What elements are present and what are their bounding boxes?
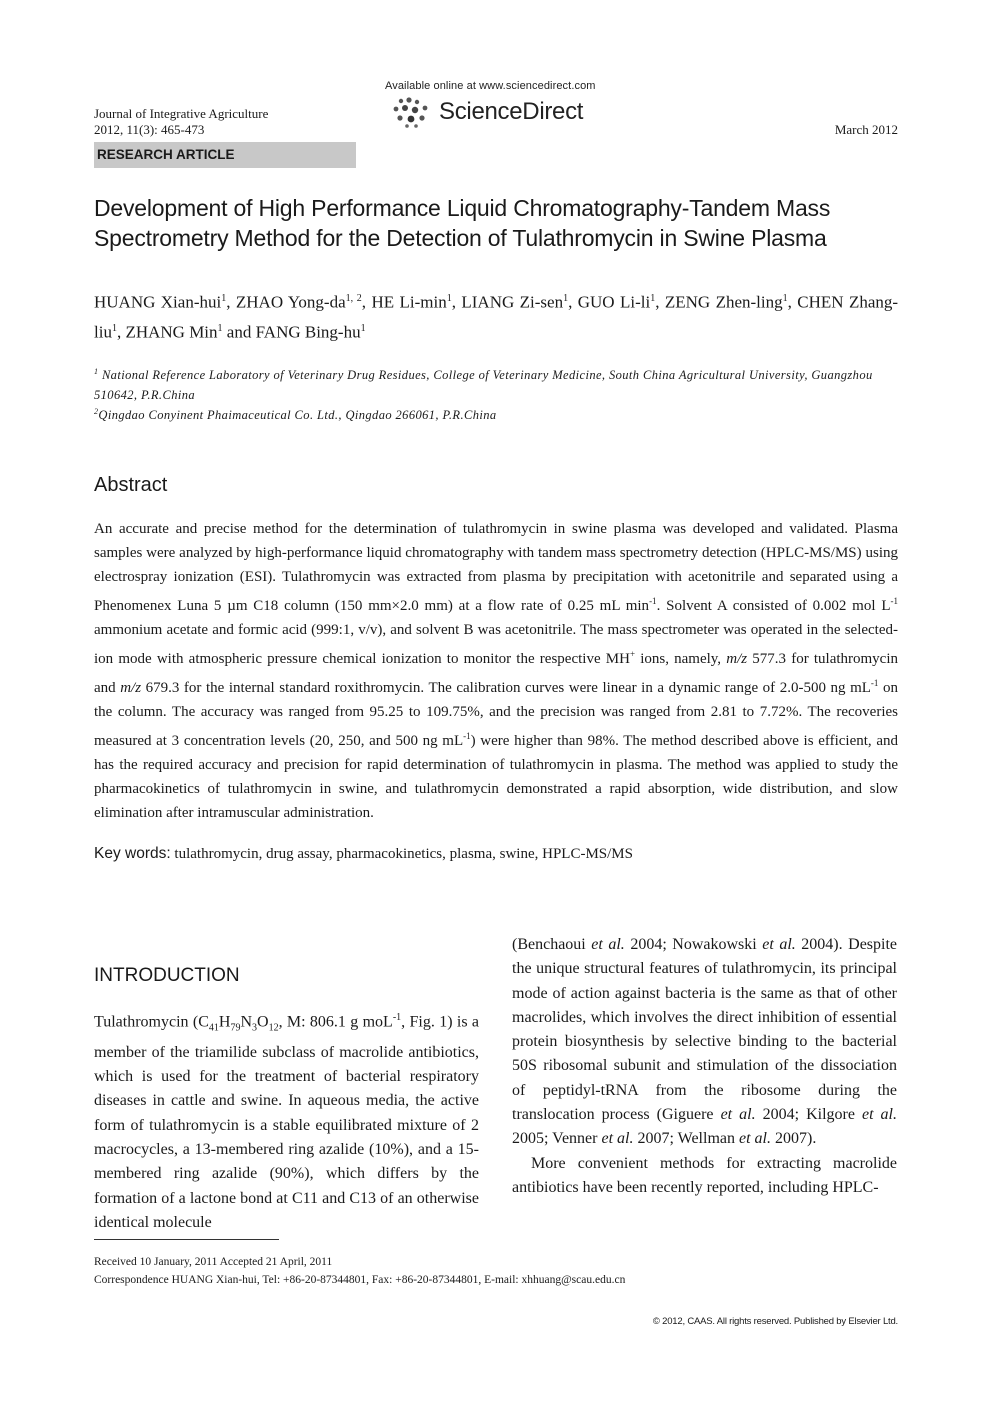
author-affiliation-mark: 1, 2: [345, 293, 362, 304]
abstract-text-segment: 577.3 for tulathromycin and: [94, 651, 899, 696]
author-name: LIANG Zi-sen: [461, 292, 564, 312]
author-list: [94, 286, 898, 345]
abstract-text-segment: 679.3 for the internal standard roxithromycin. The calibration curves were linear in a dynamic range of 2.0-500 ng mL: [141, 680, 871, 696]
author-name: HE Li-min: [371, 292, 447, 312]
issue-date: March 2012: [834, 122, 898, 137]
intro-text-segment: 2007).: [770, 1130, 817, 1148]
author-affiliation-mark: 1: [650, 293, 656, 304]
unit-superscript: -1: [392, 1012, 402, 1023]
formula-subscript: 79: [230, 1022, 241, 1034]
journal-issue: 2012, 11(3): 465-473: [94, 122, 205, 137]
author-affiliation-mark: 1: [446, 293, 452, 304]
abstract-text-segment: on the column. The accuracy was ranged from 95.25 to 109.75%, and the precision was ranged from 2.81 to 7.72%. The recoveries measured at 3 concentration levels (20, 250, and 500 ng mL: [94, 680, 898, 749]
journal-info: [94, 106, 268, 138]
affiliation-number: 1: [94, 367, 99, 376]
intro-text-segment: 2004; Nowakowski: [624, 936, 763, 953]
author-name: FANG Bing-hu: [255, 322, 361, 342]
sciencedirect-dots-icon: [385, 96, 435, 128]
author-separator: ,: [116, 322, 126, 342]
author-name: GUO Li-li: [577, 292, 651, 312]
affiliation: [94, 362, 898, 405]
sciencedirect-logo: [385, 96, 625, 128]
author-name: HUANG Xian-hui: [94, 292, 222, 312]
intro-text-segment: , M: 806.1 g moL: [278, 1013, 393, 1031]
author-affiliation-mark: 1: [360, 322, 366, 334]
citation-et-al: et al.: [738, 1130, 771, 1148]
citation-et-al: et al.: [601, 1130, 634, 1148]
keywords-text: tulathromycin, drug assay, pharmacokinetics, plasma, swine, HPLC-MS/MS: [170, 846, 633, 862]
intro-text-segment: N: [240, 1013, 252, 1031]
abstract-superscript: -1: [870, 678, 879, 688]
author-affiliation-mark: 1: [563, 293, 569, 304]
abstract-text-segment: ) were higher than 98%. The method described above is efficient, and has the required accuracy and precision for rapid determination of tulathromycin in plasma. The method was applied to study the pharmacokinetics of tulathromycin in swine, and tulathromycin demonstrated a rapid absorption, wide distribution, and slow elimination after intramuscular administration.: [94, 733, 898, 821]
intro-text-segment: 2007; Wellman: [633, 1130, 739, 1148]
intro-text-segment: , Fig. 1) is a member of the triamilide subclass of macrolide antibiotics, which is used for the treatment of bacterial respiratory diseases in cattle and swine. In aqueous media, the active form of tulathromycin is a stable equilibrated mixture of 2 macrocycles, a 13-membered ring azalide (10%), and a 15-membered ring azalide (90%), which differs by the formation of a lactone bond at C11 and C13 of an otherwise identical molecule: [94, 1013, 479, 1231]
introduction-heading: INTRODUCTION: [94, 965, 240, 986]
sciencedirect-wordmark: ScienceDirect: [439, 98, 584, 125]
keywords-label: Key words:: [94, 845, 171, 862]
article-title: Development of High Performance Liquid Chromatography-Tandem Mass Spectrometry Method for the Detection of Tulathromycin in Swine Plasma: [94, 195, 831, 251]
keywords: [94, 844, 898, 864]
intro-text-segment: (Benchaoui: [512, 936, 592, 953]
intro-paragraph: [512, 933, 897, 1152]
abstract-text-segment: An accurate and precise method for the determination of tulathromycin in swine plasma was developed and validated. Plasma samples were analyzed by high-performance liquid chromatography with tandem mass spectrometry detection (HPLC-MS/MS) using electrospray ionization (ESI). Tulathromycin was extracted from plasma by precipitation with acetonitrile and separated using a Phenomenex Luna 5 µm C18 column (150 mm×2.0 mm) at a flow rate of 0.25 mL min: [94, 521, 898, 614]
affiliation-text: Qingdao Conyinent Phaimaceutical Co. Ltd., Qingdao 266061, P.R.China: [98, 408, 497, 423]
intro-text-segment: Tulathromycin (C: [94, 1013, 209, 1031]
intro-text-segment: 2005; Venner: [512, 1130, 602, 1148]
abstract-text-segment: ions, namely,: [635, 651, 727, 667]
author-name: ZENG Zhen-ling: [664, 292, 783, 312]
author-name: ZHANG Min: [125, 322, 218, 342]
abstract-superscript: -1: [890, 596, 898, 606]
sciencedirect-logo-block: [385, 80, 625, 128]
introduction-left-column: [94, 1006, 479, 1235]
affiliation: [94, 402, 898, 425]
abstract-superscript: +: [629, 649, 636, 659]
abstract-mz-label: m/z: [726, 651, 748, 667]
article-type-banner: RESEARCH ARTICLE: [94, 142, 356, 168]
intro-text-segment: H: [218, 1013, 231, 1031]
author-separator: ,: [787, 292, 798, 312]
author-separator: and: [222, 322, 256, 342]
author-affiliation-mark: 1: [221, 293, 227, 304]
author-affiliation-mark: 1: [111, 322, 117, 334]
abstract-mz-label: m/z: [120, 680, 142, 696]
journal-name: Journal of Integrative Agriculture: [94, 106, 269, 121]
abstract-superscript: -1: [463, 731, 471, 741]
citation-et-al: et al.: [762, 936, 796, 953]
author-separator: ,: [361, 292, 372, 312]
author-separator: ,: [451, 292, 462, 312]
received-accepted-dates: Received 10 January, 2011 Accepted 21 April, 2011: [94, 1256, 333, 1268]
affiliation-text: National Reference Laboratory of Veterinary Drug Residues, College of Veterinary Medicine, South China Agricultural University, Guangzhou 510642, P.R.China: [94, 368, 873, 403]
author-separator: ,: [655, 292, 665, 312]
intro-text-segment: 2004; Kilgore: [755, 1106, 862, 1124]
intro-paragraph: More convenient methods for extracting macrolide antibiotics have been recently reported, including HPLC-: [512, 1154, 897, 1196]
formula-subscript: 3: [252, 1022, 257, 1034]
abstract-text-segment: ammonium acetate and formic acid (999:1, v/v), and solvent B was acetonitrile. The mass spectrometer was operated in the selected-ion mode with atmospheric pressure chemical ionization to monitor the respective MH: [94, 622, 898, 667]
available-online-text: Available online at www.sciencedirect.com: [385, 80, 596, 92]
formula-subscript: 41: [208, 1022, 219, 1034]
footnote-divider: [94, 1239, 279, 1240]
author-separator: ,: [226, 292, 236, 312]
author-name: ZHAO Yong-da: [235, 292, 346, 312]
abstract-heading: Abstract: [94, 474, 168, 496]
intro-text-segment: O: [257, 1013, 269, 1031]
citation-et-al: et al.: [720, 1106, 756, 1124]
abstract-body: [94, 517, 898, 825]
intro-text-segment: 2004). Despite the unique structural features of tulathromycin, its principal mode of action against bacteria is the same as that of other macrolides, which involves the direct inhibition of essential protein biosynthesis by selective binding to the bacterial 50S ribosomal subunit and stimulation of the dissociation of peptidyl-tRNA from the ribosome during the translocation process (Giguere: [512, 936, 898, 1124]
correspondence-info: Correspondence HUANG Xian-hui, Tel: +86-20-87344801, Fax: +86-20-87344801, E-mail: xhhuang@scau.edu.cn: [94, 1274, 626, 1286]
abstract-superscript: -1: [649, 596, 657, 606]
author-name: CHEN Zhang-liu: [94, 292, 899, 342]
author-separator: ,: [568, 292, 578, 312]
introduction-right-column: [512, 933, 897, 1200]
affiliation-number: 2: [94, 407, 99, 416]
author-affiliation-mark: 1: [217, 322, 223, 334]
formula-subscript: 12: [268, 1022, 279, 1034]
citation-et-al: et al.: [591, 936, 625, 953]
abstract-text-segment: . Solvent A consisted of 0.002 mol L: [656, 598, 891, 614]
citation-et-al: et al.: [861, 1106, 897, 1124]
copyright-notice: © 2012, CAAS. All rights reserved. Published by Elsevier Ltd.: [652, 1316, 898, 1327]
author-affiliation-mark: 1: [782, 293, 788, 304]
